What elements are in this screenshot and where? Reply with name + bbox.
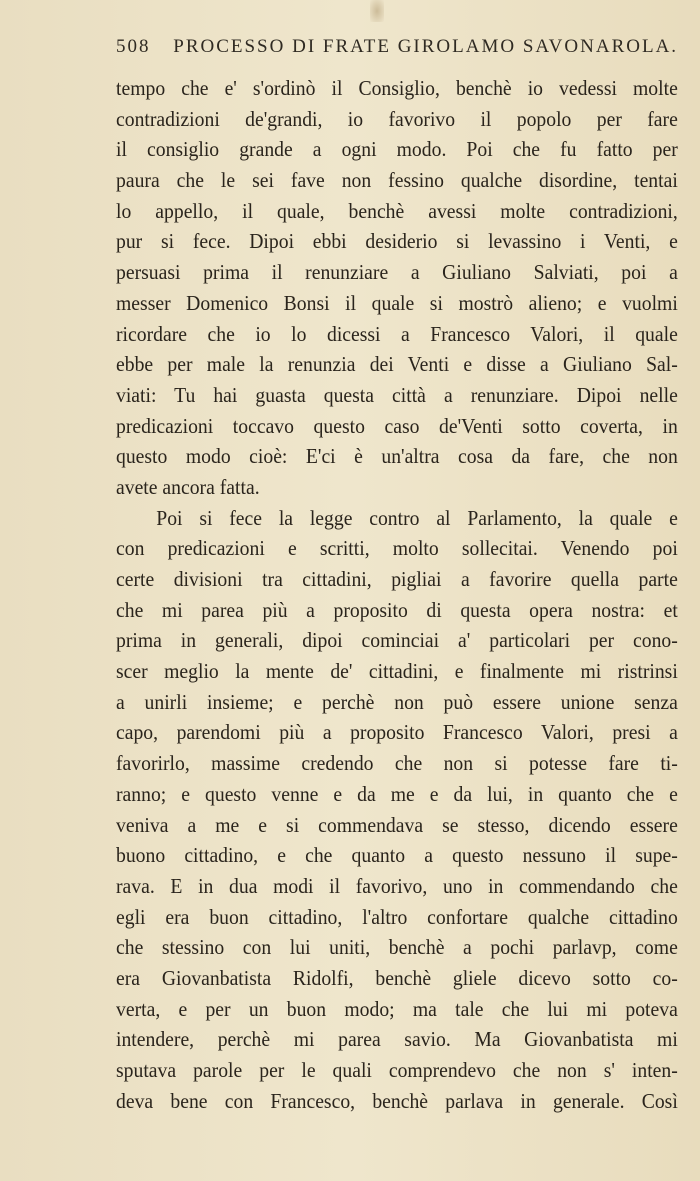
text-line: con predicazioni e scritti, molto sollecitai. Venendo poi <box>116 536 678 561</box>
page-number: 508 <box>116 36 151 57</box>
text-line: paura che le sei fave non fessino qualche disordine, tentai <box>116 168 678 193</box>
text-line: che mi parea più a proposito di questa opera nostra: et <box>116 597 678 622</box>
text-line: veniva a me e si commendava se stesso, dicendo essere <box>116 812 678 837</box>
text-line: deva bene con Francesco, benchè parlava in generale. Così <box>116 1088 678 1113</box>
text-line: viati: Tu hai guasta questa città a renunziare. Dipoi nelle <box>116 382 678 407</box>
running-header <box>116 36 679 58</box>
text-line: prima in generali, dipoi cominciai a' particolari per cono- <box>116 628 678 653</box>
paragraph-start-line: Poi si fece la legge contro al Parlamento, la quale e <box>156 505 678 530</box>
text-line: ricordare che io lo dicessi a Francesco Valori, il quale <box>116 321 678 346</box>
text-line: contradizioni de'grandi, io favorivo il popolo per fare <box>116 106 678 131</box>
page-stain <box>370 0 384 22</box>
text-line: pur si fece. Dipoi ebbi desiderio si levassino i Venti, e <box>116 229 678 254</box>
text-line: rava. E in dua modi il favorivo, uno in commendando che <box>116 873 678 898</box>
text-line: era Giovanbatista Ridolfi, benchè gliele dicevo sotto co- <box>116 965 678 990</box>
text-line: sputava parole per le quali comprendevo che non s' inten- <box>116 1058 678 1082</box>
text-line: questo modo cioè: E'ci è un'altra cosa da fare, che non <box>116 444 678 469</box>
text-line: ranno; e questo venne e da me e da lui, in quanto che e <box>116 781 678 806</box>
text-line: capo, parendomi più a proposito Francesco Valori, presi a <box>116 720 678 745</box>
text-line: egli era buon cittadino, l'altro confortare qualche cittadino <box>116 904 678 929</box>
text-line: ebbe per male la renunzia dei Venti e disse a Giuliano Sal- <box>116 352 678 377</box>
text-line: intendere, perchè mi parea savio. Ma Giovanbatista mi <box>116 1027 678 1052</box>
body-text <box>116 73 678 1116</box>
text-line: tempo che e' s'ordinò il Consiglio, benchè io vedessi molte <box>116 76 678 100</box>
text-line: predicazioni toccavo questo caso de'Venti sotto coverta, in <box>116 413 678 438</box>
text-line: certe divisioni tra cittadini, pigliai a favorire quella parte <box>116 567 678 591</box>
text-line: persuasi prima il renunziare a Giuliano Salviati, poi a <box>116 260 678 285</box>
text-line: che stessino con lui uniti, benchè a pochi parlavp, come <box>116 935 678 960</box>
text-line: lo appello, il quale, benchè avessi molte contradizioni, <box>116 198 678 223</box>
text-line: il consiglio grande a ogni modo. Poi che fu fatto per <box>116 137 678 162</box>
text-line: favorirlo, massime credendo che non si potesse fare ti- <box>116 751 678 776</box>
paragraph-end-line: avete ancora fatta. <box>116 474 260 499</box>
running-title: PROCESSO DI FRATE GIROLAMO SAVONAROLA. <box>173 36 679 57</box>
text-line: verta, e per un buon modo; ma tale che lui mi poteva <box>116 996 678 1021</box>
text-line: scer meglio la mente de' cittadini, e finalmente mi ristrinsi <box>116 659 678 684</box>
text-line: buono cittadino, e che quanto a questo nessuno il supe- <box>116 843 678 868</box>
text-line: a unirli insieme; e perchè non può essere unione senza <box>116 689 678 714</box>
text-line: messer Domenico Bonsi il quale si mostrò alieno; e vuolmi <box>116 290 678 315</box>
